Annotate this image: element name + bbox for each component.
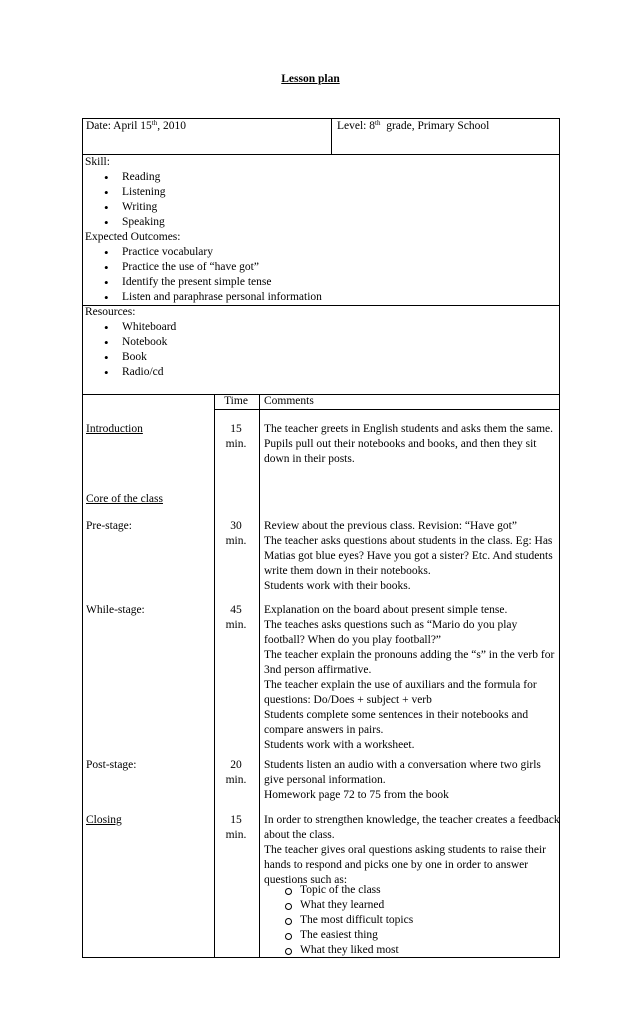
stage-time: 15 xyxy=(230,423,242,435)
comment-line: Students work with a worksheet. xyxy=(264,739,415,751)
comment-line: The teacher greets in English students and asks them the same. xyxy=(264,423,554,435)
time-header: Time xyxy=(224,395,248,407)
table-divider-1 xyxy=(214,394,215,958)
closing-question-item: The easiest thing xyxy=(284,928,413,943)
stage-time: 20 xyxy=(230,759,242,771)
comment-line: The teacher explain the use of auxiliars and the formula for questions: Do/Does + subject + verb xyxy=(264,679,537,706)
skill-item: • Writing xyxy=(104,200,165,215)
table-divider-2 xyxy=(259,394,260,958)
stage-comments-pre xyxy=(264,519,560,594)
skill-item: • Listening xyxy=(104,185,165,200)
outcomes-list xyxy=(104,245,322,305)
stage-label-pre: Pre-stage: xyxy=(86,520,132,532)
core-label: Core of the class xyxy=(86,493,163,505)
skill-list xyxy=(104,170,165,230)
date-suffix: , 2010 xyxy=(157,120,186,132)
date-prefix: Date: April 15 xyxy=(86,120,152,132)
comment-line: Students complete some sentences in their notebooks and compare answers in pairs. xyxy=(264,709,529,736)
stage-comments-introduction xyxy=(264,422,560,467)
level-sup: th xyxy=(375,119,381,127)
table-header-rule xyxy=(214,409,560,410)
skill-label: Skill: xyxy=(85,156,110,168)
comment-line: In order to strengthen knowledge, the teacher creates a feedback about the class. xyxy=(264,814,560,841)
stage-time: 30 xyxy=(230,520,242,532)
stage-label-while: While-stage: xyxy=(86,604,145,616)
comment-line: Pupils pull out their notebooks and books, and then they sit down in their posts. xyxy=(264,438,537,465)
stage-label-post: Post-stage: xyxy=(86,759,137,771)
skill-item: • Speaking xyxy=(104,215,165,230)
closing-question-item: The most difficult topics xyxy=(284,913,413,928)
stage-comments-closing xyxy=(264,813,560,888)
stage-unit: min. xyxy=(225,774,247,786)
skill-item: • Reading xyxy=(104,170,165,185)
outcome-item: • Practice vocabulary xyxy=(104,245,322,260)
date-field xyxy=(86,119,186,134)
page-title: Lesson plan xyxy=(281,73,340,85)
stage-unit: min. xyxy=(225,535,247,547)
date-sup: th xyxy=(151,119,158,127)
resource-item: • Book xyxy=(104,350,176,365)
closing-question-item: What they learned xyxy=(284,898,413,913)
comment-line: Review about the previous class. Revision: “Have got” xyxy=(264,520,517,532)
comment-line: Explanation on the board about present simple tense. xyxy=(264,604,508,616)
comment-line: Students listen an audio with a conversation where two girls give personal information. xyxy=(264,759,541,786)
closing-question-list xyxy=(284,883,413,958)
resource-item: • Whiteboard xyxy=(104,320,176,335)
resources-list xyxy=(104,320,176,380)
stage-unit: min. xyxy=(225,619,247,631)
resource-item: • Notebook xyxy=(104,335,176,350)
level-field xyxy=(337,119,489,134)
comment-line: Homework page 72 to 75 from the book xyxy=(264,789,449,801)
level-suffix: grade, Primary School xyxy=(380,120,490,132)
closing-question-item: Topic of the class xyxy=(284,883,413,898)
stage-time: 45 xyxy=(230,604,242,616)
comment-line: The teaches asks questions such as “Mario do you play football? When do you play football?” xyxy=(264,619,518,646)
comment-line: The teacher explain the pronouns adding the “s” in the verb for 3nd person affirmative. xyxy=(264,649,555,676)
comments-header: Comments xyxy=(264,395,314,407)
stage-comments-post xyxy=(264,758,560,803)
outcome-item: • Listen and paraphrase personal information xyxy=(104,290,322,305)
comment-line: Students work with their books. xyxy=(264,580,411,592)
closing-question-item: What they liked most xyxy=(284,943,413,958)
stage-unit: min. xyxy=(225,438,247,450)
comment-line: The teacher gives oral questions asking students to raise their hands to respond and picks one by one in order to answer questions such as: xyxy=(264,844,546,886)
stage-label-introduction: Introduction xyxy=(86,423,143,435)
outcome-item: • Practice the use of “have got” xyxy=(104,260,322,275)
stage-time: 15 xyxy=(230,814,242,826)
outcomes-label: Expected Outcomes: xyxy=(85,231,181,243)
stage-comments-while xyxy=(264,603,560,753)
header-divider xyxy=(331,118,332,155)
level-prefix: Level: 8 xyxy=(337,120,375,132)
stage-label-closing: Closing xyxy=(86,814,122,826)
comment-line: The teacher asks questions about students in the class. Eg: Has Matias got blue eyes? Have you got a sister? Etc. And students write them down in their notebooks. xyxy=(264,535,553,577)
stage-unit: min. xyxy=(225,829,247,841)
resource-item: • Radio/cd xyxy=(104,365,176,380)
outcome-item: • Identify the present simple tense xyxy=(104,275,322,290)
resources-label: Resources: xyxy=(85,306,136,318)
